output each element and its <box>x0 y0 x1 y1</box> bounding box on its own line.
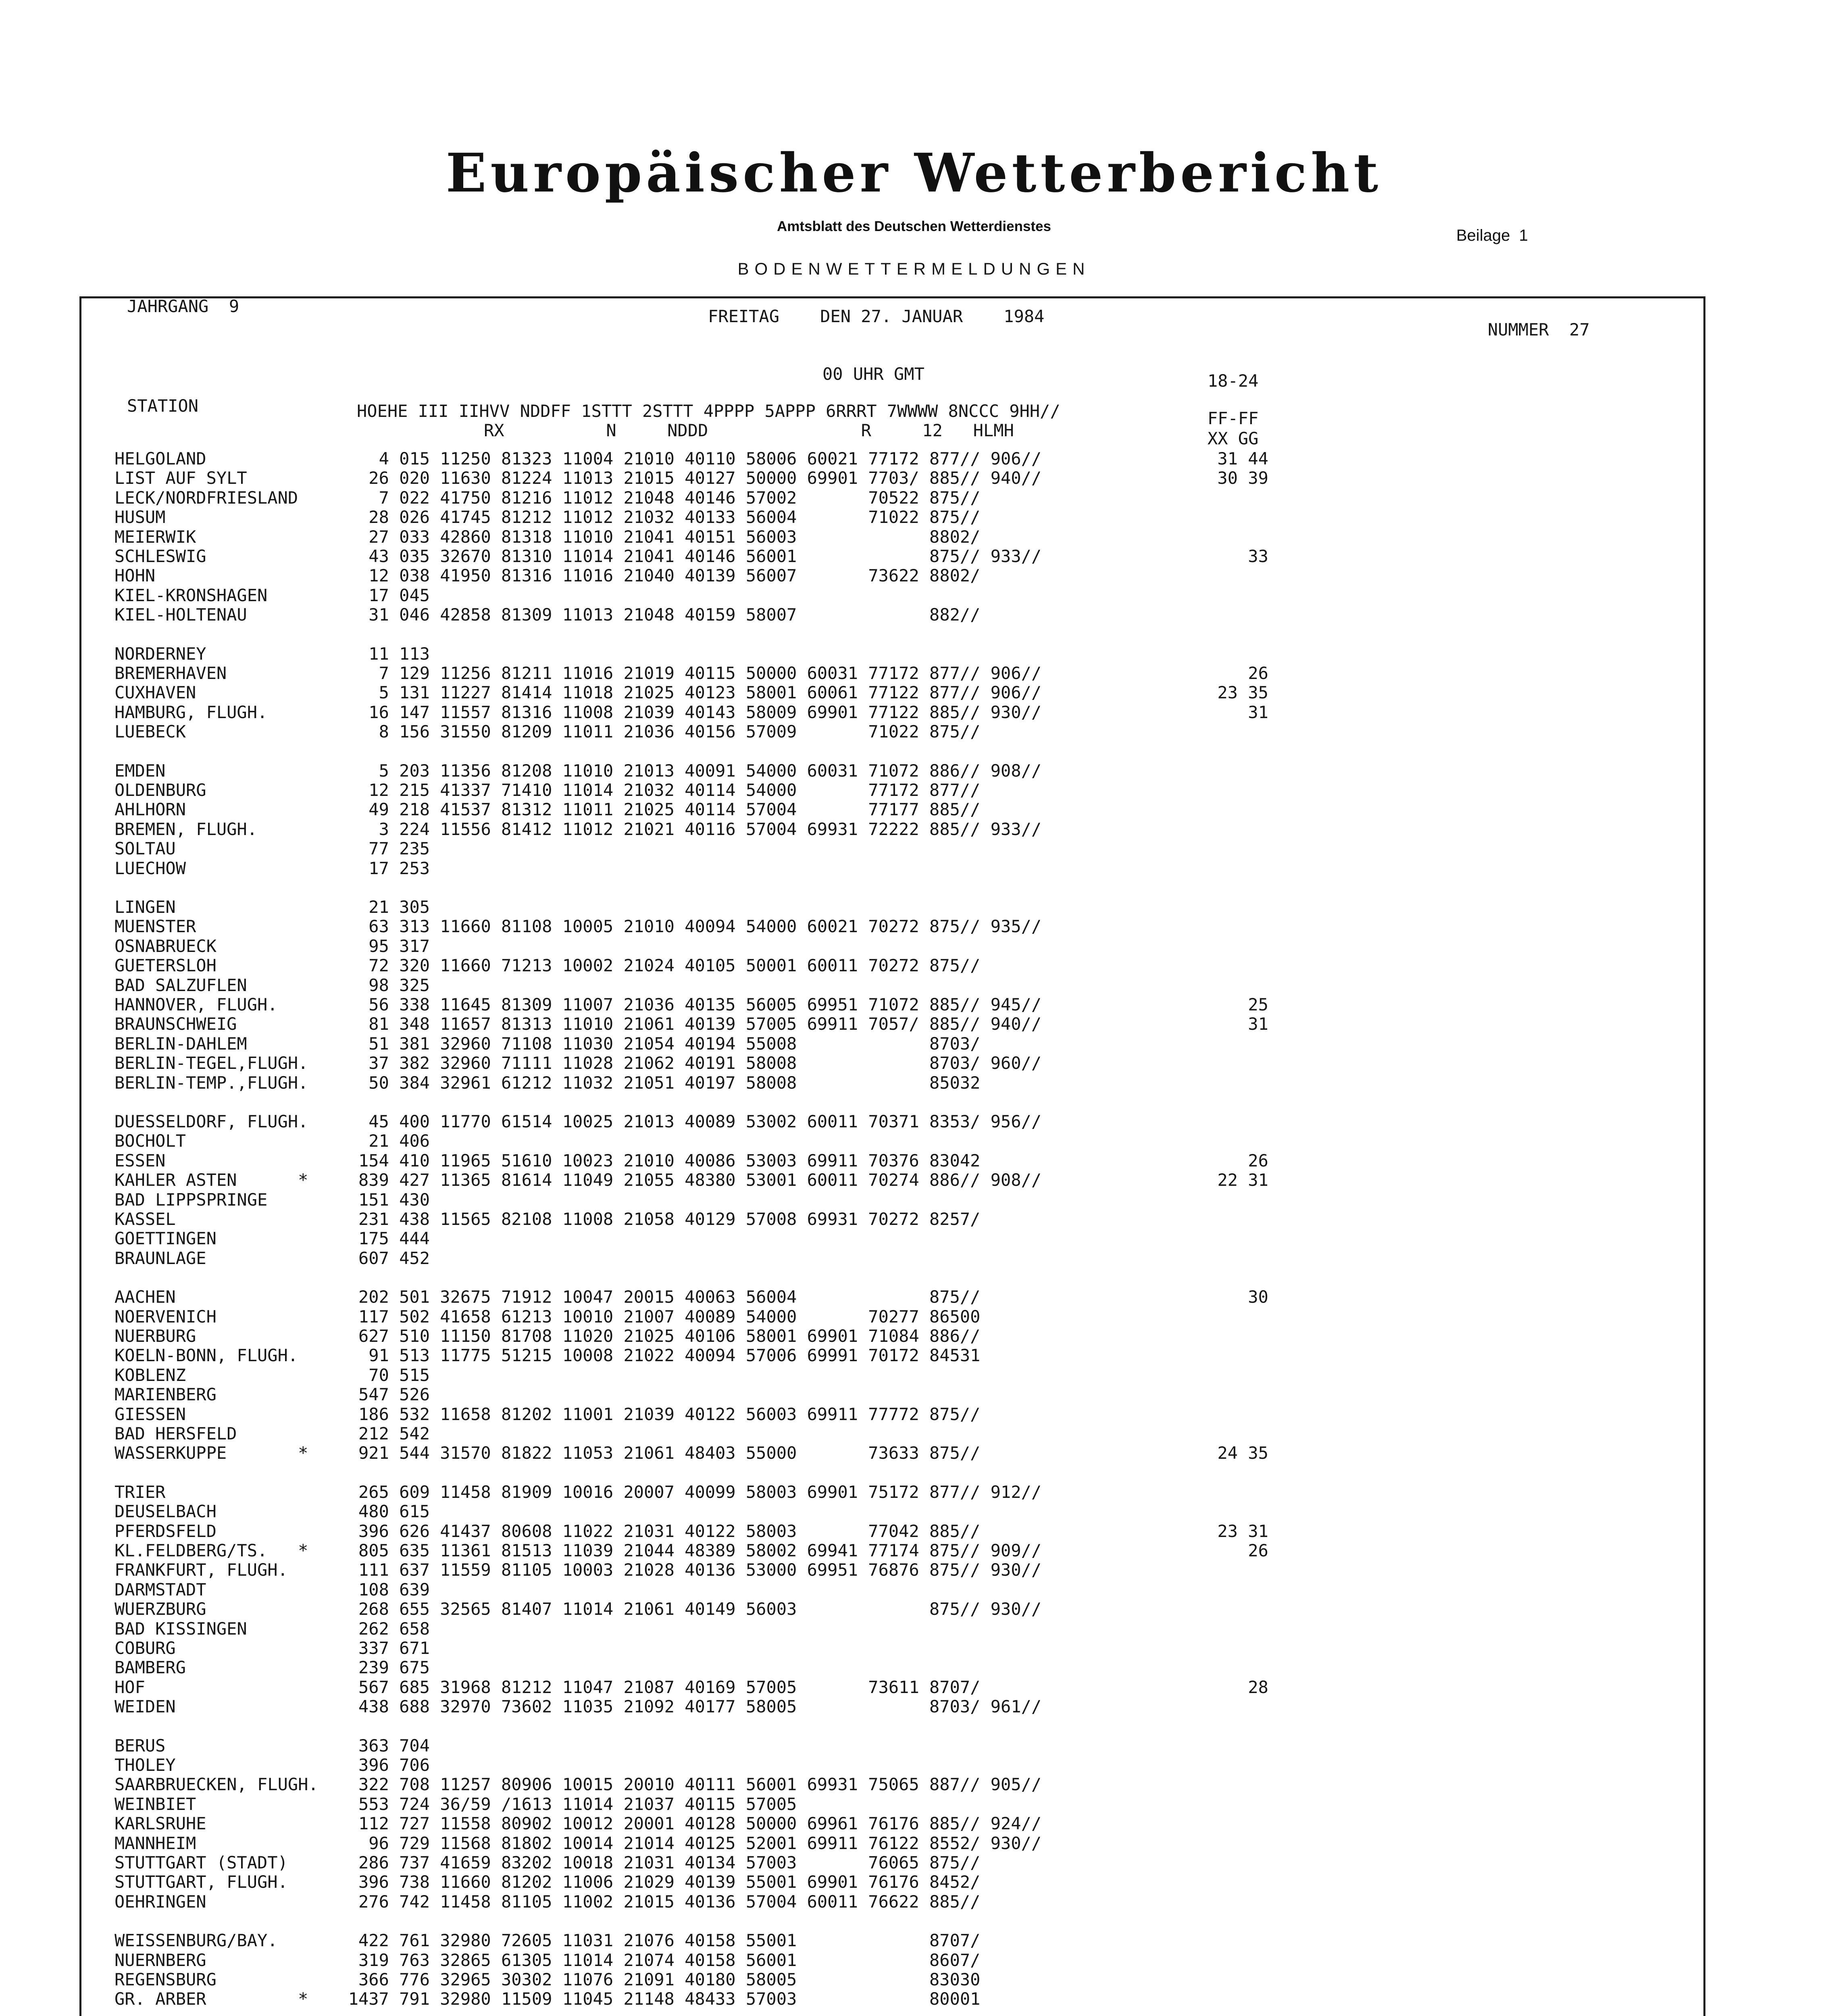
station-name: HUSUM <box>115 507 166 527</box>
gust-value: 31 <box>1248 702 1268 722</box>
station-codes: 81 348 11657 81313 11010 21061 40139 57005 69911 7057/ 885// 940// <box>369 1014 1042 1034</box>
beilage-label: Beilage 1 <box>1456 227 1528 244</box>
station-codes: 480 615 <box>358 1502 430 1522</box>
station-name: HAMBURG, FLUGH. <box>115 702 268 722</box>
station-codes: 45 400 11770 61514 10025 21013 40089 53002 60011 70371 8353/ 956// <box>369 1112 1042 1131</box>
station-name: LUECHOW <box>115 858 186 878</box>
station-name: LINGEN <box>115 897 176 917</box>
station-name: BREMEN, FLUGH. <box>115 819 258 839</box>
gust-value: 26 <box>1248 1541 1268 1560</box>
station-name: DUESSELDORF, FLUGH. <box>115 1112 308 1131</box>
gust-value: 33 <box>1248 546 1268 566</box>
station-codes: 16 147 11557 81316 11008 21039 40143 58009 69901 77122 885// 930// <box>369 702 1042 722</box>
gust-period: 18-24 <box>1208 371 1259 391</box>
station-codes: 547 526 <box>358 1385 430 1405</box>
station-codes: 627 510 11150 81708 11020 21025 40106 58001 69901 71084 886// <box>358 1326 981 1346</box>
station-name: GUETERSLOH <box>115 956 217 976</box>
station-name: SCHLESWIG <box>115 546 206 566</box>
station-name: AHLHORN <box>115 800 186 820</box>
station-codes: 111 637 11559 81105 10003 21028 40136 53000 69951 76876 875// 930// <box>358 1560 1042 1580</box>
station-codes: 56 338 11645 81309 11007 21036 40135 56005 69951 71072 885// 945// <box>369 995 1042 1014</box>
station-codes: 366 776 32965 30302 11076 21091 40180 58005 83030 <box>358 1970 981 1989</box>
station-codes: 186 532 11658 81202 11001 21039 40122 56003 69911 77772 875// <box>358 1404 981 1424</box>
station-name: AACHEN <box>115 1287 176 1307</box>
station-name: LECK/NORDFRIESLAND <box>115 487 298 508</box>
station-codes: 72 320 11660 71213 10002 21024 40105 50001 60011 70272 875// <box>369 956 981 976</box>
station-codes: 17 045 <box>369 585 430 605</box>
station-codes: 7 129 11256 81211 11016 21019 40115 50000 60031 77172 877// 906// <box>379 663 1042 683</box>
station-codes: 322 708 11257 80906 10015 20010 40111 56001 69931 75065 887// 905// <box>358 1774 1042 1795</box>
station-name: LUEBECK <box>115 722 186 742</box>
station-codes: 27 033 42860 81318 11010 21041 40151 56003 8802/ <box>369 527 981 547</box>
gust-value: 30 <box>1248 1287 1268 1307</box>
station-name: EMDEN <box>115 760 166 781</box>
station-name: NOERVENICH <box>115 1306 217 1327</box>
station-codes: 91 513 11775 51215 10008 21022 40094 57006 69991 70172 84531 <box>369 1345 981 1366</box>
station-name: LIST AUF SYLT <box>115 468 247 488</box>
station-name: HOF <box>115 1677 145 1697</box>
station-codes: 175 444 <box>358 1229 430 1249</box>
station-name: BREMERHAVEN <box>115 663 227 683</box>
station-codes: 202 501 32675 71912 10047 20015 40063 56004 875// <box>358 1287 981 1307</box>
station-name: PFERDSFELD <box>115 1521 217 1541</box>
station-codes: 26 020 11630 81224 11013 21015 40127 50000 69901 7703/ 885// 940// <box>369 468 1042 488</box>
observation-time: 00 UHR GMT <box>822 364 924 384</box>
station-name: OEHRINGEN <box>115 1891 206 1912</box>
station-codes: 265 609 11458 81909 10016 20007 40099 58003 69901 75172 877// 912// <box>358 1482 1042 1502</box>
station-codes: 77 235 <box>369 839 430 859</box>
station-name: HELGOLAND <box>115 449 206 469</box>
gust-value: 31 44 <box>1217 449 1268 469</box>
station-name: DARMSTADT <box>115 1579 206 1599</box>
station-name: KIEL-KRONSHAGEN <box>115 585 268 605</box>
station-codes: 363 704 <box>358 1735 430 1756</box>
gust-value: 23 31 <box>1217 1521 1268 1541</box>
station-codes: 567 685 31968 81212 11047 21087 40169 57005 73611 8707/ <box>358 1677 981 1697</box>
station-name: STUTTGART, FLUGH. <box>115 1872 288 1892</box>
station-name: ESSEN <box>115 1150 166 1170</box>
station-codes: 21 305 <box>369 897 430 917</box>
station-name: BOCHOLT <box>115 1131 186 1151</box>
station-codes: 422 761 32980 72605 11031 21076 40158 55001 8707/ <box>358 1931 981 1951</box>
station-name: BRAUNLAGE <box>115 1248 206 1268</box>
gust-value: 23 35 <box>1217 683 1268 703</box>
gust-value: 22 31 <box>1217 1170 1268 1190</box>
station-codes: 37 382 32960 71111 11028 21062 40191 58008 8703/ 960// <box>369 1053 1042 1073</box>
station-name: KIEL-HOLTENAU <box>115 605 247 625</box>
station-codes: 70 515 <box>369 1365 430 1385</box>
gust-value: 28 <box>1248 1677 1268 1697</box>
station-name: GOETTINGEN <box>115 1229 217 1249</box>
station-codes: 805 635 11361 81513 11039 21044 48389 58002 69941 77174 875// 909// <box>358 1541 1042 1560</box>
subtitle: Amtsblatt des Deutschen Wetterdienstes <box>777 219 1051 234</box>
station-codes: 239 675 <box>358 1658 430 1678</box>
station-codes: 154 410 11965 51610 10023 21010 40086 53003 69911 70376 83042 <box>358 1150 981 1170</box>
station-name: WASSERKUPPE * <box>115 1443 308 1463</box>
ff-header-line2: XX GG <box>1208 429 1259 448</box>
station-codes: 8 156 31550 81209 11011 21036 40156 57009 71022 875// <box>379 722 981 742</box>
station-codes: 1437 791 32980 11509 11045 21148 48433 57003 80001 <box>348 1989 981 2009</box>
station-codes: 21 406 <box>369 1131 430 1151</box>
station-name: BERLIN-DAHLEM <box>115 1033 247 1054</box>
station-name: WUERZBURG <box>115 1599 206 1619</box>
station-codes: 12 038 41950 81316 11016 21040 40139 56007 73622 8802/ <box>369 566 981 586</box>
station-name: HOHN <box>115 566 156 586</box>
station-name: BAD SALZUFLEN <box>115 975 247 995</box>
station-name: BAMBERG <box>115 1658 186 1678</box>
station-name: SOLTAU <box>115 839 176 859</box>
station-codes: 49 218 41537 81312 11011 21025 40114 57004 77177 885// <box>369 800 981 820</box>
station-name: NUERNBERG <box>115 1950 206 1970</box>
station-name: OSNABRUECK <box>115 936 217 956</box>
station-name: BERLIN-TEGEL,FLUGH. <box>115 1053 308 1073</box>
station-codes: 50 384 32961 61212 11032 21051 40197 58008 85032 <box>369 1073 981 1093</box>
station-codes: 31 046 42858 81309 11013 21048 40159 58007 882// <box>369 605 981 625</box>
station-codes: 5 131 11227 81414 11018 21025 40123 58001 60061 77122 877// 906// <box>379 683 1042 703</box>
station-codes: 112 727 11558 80902 10012 20001 40128 50000 69961 76176 885// 924// <box>358 1814 1042 1834</box>
station-codes: 117 502 41658 61213 10010 21007 40089 54000 70277 86500 <box>358 1306 981 1327</box>
station-codes: 396 706 <box>358 1755 430 1775</box>
report-date: FREITAG DEN 27. JANUAR 1984 <box>708 306 1045 326</box>
station-name: KL.FELDBERG/TS. * <box>115 1541 308 1560</box>
station-codes: 51 381 32960 71108 11030 21054 40194 55008 8703/ <box>369 1033 981 1054</box>
station-name: BRAUNSCHWEIG <box>115 1014 237 1034</box>
gust-value: 25 <box>1248 995 1268 1014</box>
station-name: KAHLER ASTEN * <box>115 1170 308 1190</box>
station-codes: 11 113 <box>369 644 430 664</box>
station-codes: 839 427 11365 81614 11049 21055 48380 53001 60011 70274 886// 908// <box>358 1170 1042 1190</box>
station-name: DEUSELBACH <box>115 1502 217 1522</box>
station-name: WEISSENBURG/BAY. <box>115 1931 278 1951</box>
gust-value: 31 <box>1248 1014 1268 1034</box>
station-name: GIESSEN <box>115 1404 186 1424</box>
gust-value: 26 <box>1248 663 1268 683</box>
station-name: STUTTGART (STADT) <box>115 1853 288 1872</box>
station-name: KASSEL <box>115 1209 176 1229</box>
page-title: Europäischer Wetterbericht <box>446 142 1382 204</box>
station-name: MEIERWIK <box>115 527 196 547</box>
gust-value: 24 35 <box>1217 1443 1268 1463</box>
station-name: BAD LIPPSPRINGE <box>115 1189 268 1210</box>
ff-header-line1: FF-FF <box>1208 408 1259 428</box>
report-number: NUMMER 27 <box>1488 320 1590 339</box>
station-name: WEIDEN <box>115 1697 176 1717</box>
station-name: MANNHEIM <box>115 1833 196 1853</box>
station-name: REGENSBURG <box>115 1970 217 1989</box>
station-codes: 396 738 11660 81202 11006 21029 40139 55001 69901 76176 8452/ <box>358 1872 981 1892</box>
station-name: HANNOVER, FLUGH. <box>115 995 278 1014</box>
station-codes: 28 026 41745 81212 11012 21032 40133 56004 71022 875// <box>369 507 981 527</box>
station-name: FRANKFURT, FLUGH. <box>115 1560 288 1580</box>
station-codes: 43 035 32670 81310 11014 21041 40146 56001 875// 933// <box>369 546 1042 566</box>
station-name: TRIER <box>115 1482 166 1502</box>
station-codes: 337 671 <box>358 1638 430 1658</box>
station-codes: 63 313 11660 81108 10005 21010 40094 54000 60021 70272 875// 935// <box>369 916 1042 937</box>
station-name: BAD KISSINGEN <box>115 1618 247 1639</box>
code-header-line1: HOEHE III IIHVV NDDFF 1STTT 2STTT 4PPPP 5APPP 6RRRT 7WWWW 8NCCC 9HH// <box>357 401 1060 421</box>
station-name: KARLSRUHE <box>115 1814 206 1834</box>
jahrgang: JAHRGANG 9 <box>127 296 239 316</box>
station-codes: 12 215 41337 71410 11014 21032 40114 54000 77172 877// <box>369 780 981 800</box>
station-name: BERUS <box>115 1735 166 1756</box>
station-codes: 262 658 <box>358 1618 430 1639</box>
station-codes: 3 224 11556 81412 11012 21021 40116 57004 69931 72222 885// 933// <box>379 819 1042 839</box>
station-codes: 151 430 <box>358 1189 430 1210</box>
station-name: WEINBIET <box>115 1794 196 1814</box>
station-codes: 607 452 <box>358 1248 430 1268</box>
section-title: BODENWETTERMELDUNGEN <box>737 259 1091 278</box>
station-name: COBURG <box>115 1638 176 1658</box>
station-codes: 96 729 11568 81802 10014 21014 40125 52001 69911 76122 8552/ 930// <box>369 1833 1042 1853</box>
station-codes: 17 253 <box>369 858 430 878</box>
station-codes: 319 763 32865 61305 11014 21074 40158 56001 8607/ <box>358 1950 981 1970</box>
code-header-line2: RX N NDDD R 12 HLMH <box>484 421 1014 440</box>
gust-value: 30 39 <box>1217 468 1268 488</box>
station-name: CUXHAVEN <box>115 683 196 703</box>
station-name: BERLIN-TEMP.,FLUGH. <box>115 1073 308 1093</box>
station-codes: 95 317 <box>369 936 430 956</box>
station-header: STATION <box>127 396 199 416</box>
station-name: BAD HERSFELD <box>115 1424 237 1443</box>
station-name: MARIENBERG <box>115 1385 217 1405</box>
station-codes: 276 742 11458 81105 11002 21015 40136 57004 60011 76622 885// <box>358 1891 981 1912</box>
station-codes: 921 544 31570 81822 11053 21061 48403 55000 73633 875// <box>358 1443 981 1463</box>
station-name: OLDENBURG <box>115 780 206 800</box>
station-codes: 7 022 41750 81216 11012 21048 40146 57002 70522 875// <box>379 487 981 508</box>
station-name: NUERBURG <box>115 1326 196 1346</box>
station-codes: 212 542 <box>358 1424 430 1443</box>
station-codes: 4 015 11250 81323 11004 21010 40110 58006 60021 77172 877// 906// <box>379 449 1042 469</box>
station-name: MUENSTER <box>115 916 196 937</box>
station-name: SAARBRUECKEN, FLUGH. <box>115 1774 319 1795</box>
station-codes: 231 438 11565 82108 11008 21058 40129 57008 69931 70272 8257/ <box>358 1209 981 1229</box>
station-name: NORDERNEY <box>115 644 206 664</box>
station-codes: 438 688 32970 73602 11035 21092 40177 58005 8703/ 961// <box>358 1697 1042 1717</box>
station-name: GR. ARBER * <box>115 1989 308 2009</box>
station-codes: 268 655 32565 81407 11014 21061 40149 56003 875// 930// <box>358 1599 1042 1619</box>
station-codes: 5 203 11356 81208 11010 21013 40091 54000 60031 71072 886// 908// <box>379 760 1042 781</box>
station-name: KOELN-BONN, FLUGH. <box>115 1345 298 1366</box>
station-codes: 286 737 41659 83202 10018 21031 40134 57003 76065 875// <box>358 1853 981 1872</box>
station-codes: 396 626 41437 80608 11022 21031 40122 58003 77042 885// <box>358 1521 981 1541</box>
gust-value: 26 <box>1248 1150 1268 1170</box>
station-codes: 108 639 <box>358 1579 430 1599</box>
station-name: THOLEY <box>115 1755 176 1775</box>
station-name: KOBLENZ <box>115 1365 186 1385</box>
station-codes: 553 724 36/59 /1613 11014 21037 40115 57005 <box>358 1794 797 1814</box>
station-codes: 98 325 <box>369 975 430 995</box>
